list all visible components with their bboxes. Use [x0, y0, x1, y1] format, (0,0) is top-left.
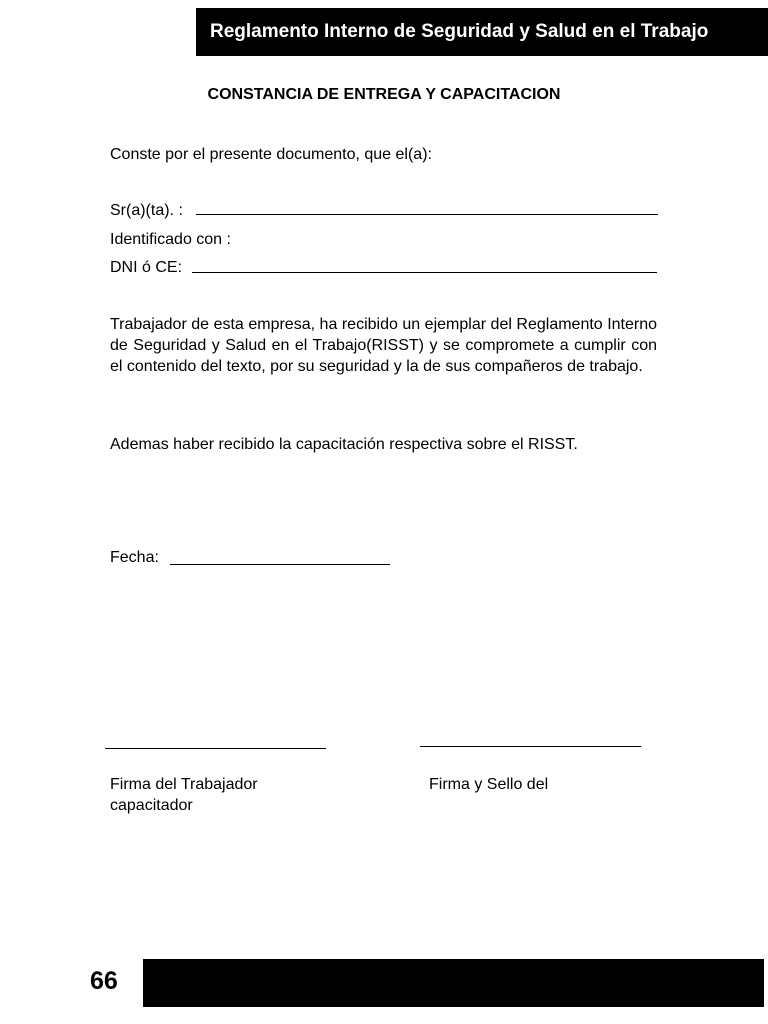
- date-label: Fecha:: [110, 549, 159, 566]
- header-banner: [196, 8, 768, 56]
- footer-banner: [143, 959, 764, 1007]
- trainer-label: capacitador: [110, 797, 193, 814]
- stamp-signature-line: [420, 746, 641, 747]
- page-number: 66: [90, 967, 118, 995]
- training-paragraph: Ademas haber recibido la capacitación respectiva sobre el RISST.: [110, 436, 578, 453]
- header-title: Reglamento Interno de Seguridad y Salud en el Trabajo: [210, 21, 709, 42]
- document-title: CONSTANCIA DE ENTREGA Y CAPACITACION: [207, 86, 561, 103]
- stamp-signature-label: Firma y Sello del: [429, 776, 549, 793]
- worker-signature-label: Firma del Trabajador: [110, 776, 258, 793]
- identified-label: Identificado con :: [110, 231, 231, 248]
- worker-signature-line: [105, 748, 326, 749]
- date-fill-line: [170, 564, 390, 565]
- receipt-paragraph: Trabajador de esta empresa, ha recibido un ejemplar del Reglamento Interno de Seguridad y Salud en el Trabajo(RISST) y se compromete a cumplir con el contenido del texto, por su seguridad y la de sus compañeros de trabajo.: [110, 316, 657, 375]
- name-fill-line: [196, 214, 658, 215]
- dni-fill-line: [192, 272, 657, 273]
- name-label: Sr(a)(ta). :: [110, 202, 183, 219]
- dni-label: DNI ó CE:: [110, 259, 183, 276]
- intro-text: Conste por el presente documento, que el(a):: [110, 146, 432, 163]
